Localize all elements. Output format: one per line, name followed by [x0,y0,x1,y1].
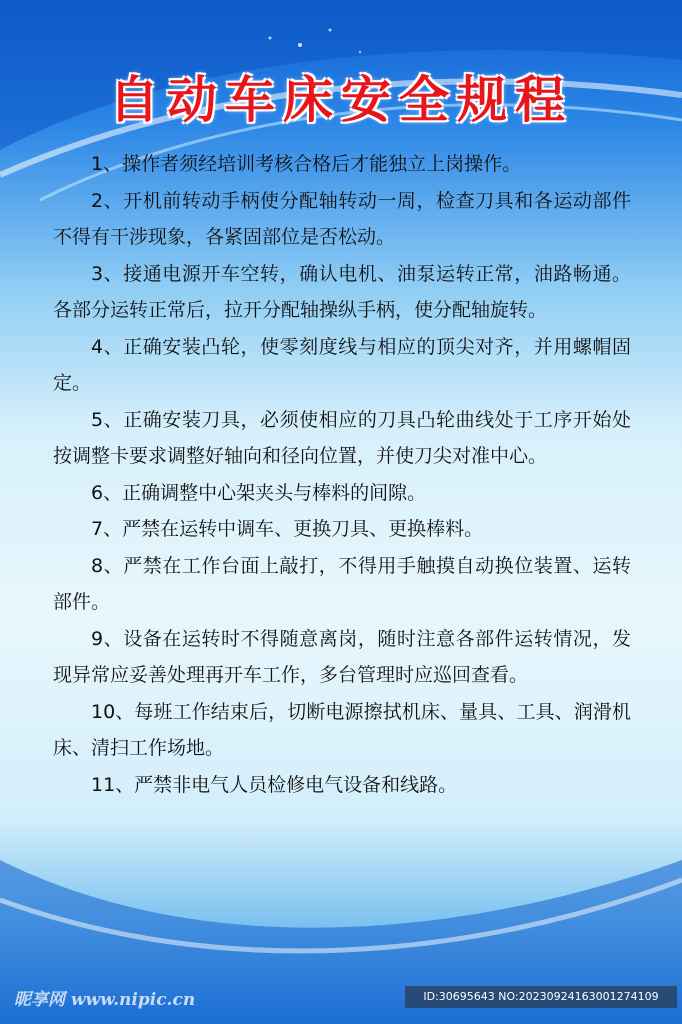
rule-item: 4、正确安装凸轮，使零刻度线与相应的顶尖对齐，并用螺帽固定。 [53,335,631,394]
rule-item: 11、严禁非电气人员检修电气设备和线路。 [91,773,458,796]
rule-item: 7、严禁在运转中调车、更换刀具、更换棒料。 [91,518,484,540]
rule-item: 5、正确安装刀具，必须使相应的刀具凸轮曲线处于工序开始处按调整卡要求调整好轴向和径向位置，并使刀尖对准中心。 [53,408,631,467]
rule-item: 1、操作者须经培训考核合格后才能独立上岗操作。 [91,153,522,175]
rule-item: 8、严禁在工作台面上敲打，不得用手触摸自动换位装置、运转部件。 [53,554,631,613]
rule-item: 3、接通电源开车空转，确认电机、油泵运转正常，油路畅通。各部分运转正常后，拉开分配轴操纵手柄，使分配轴旋转。 [53,262,631,321]
rule-item: 10、每班工作结束后，切断电源擦拭机床、量具、工具、润滑机床、清扫工作场地。 [53,700,631,759]
poster-title: 自动车床安全规程 [109,71,573,129]
rules-list [53,146,631,803]
rule-item: 6、正确调整中心架夹头与棒料的间隙。 [91,481,427,504]
rule-item: 2、开机前转动手柄使分配轴转动一周，检查刀具和各运动部件不得有干涉现象，各紧固部位是否松动。 [53,189,631,248]
rule-item: 9、设备在运转时不得随意离岗，随时注意各部件运转情况，发现异常应妥善处理再开车工作，多台管理时应巡回查看。 [53,627,631,686]
image-id-bar: ID:30695643 NO:20230924163001274109 [405,986,677,1008]
site-watermark: 昵享网 www.nipic.cn [14,990,196,1010]
